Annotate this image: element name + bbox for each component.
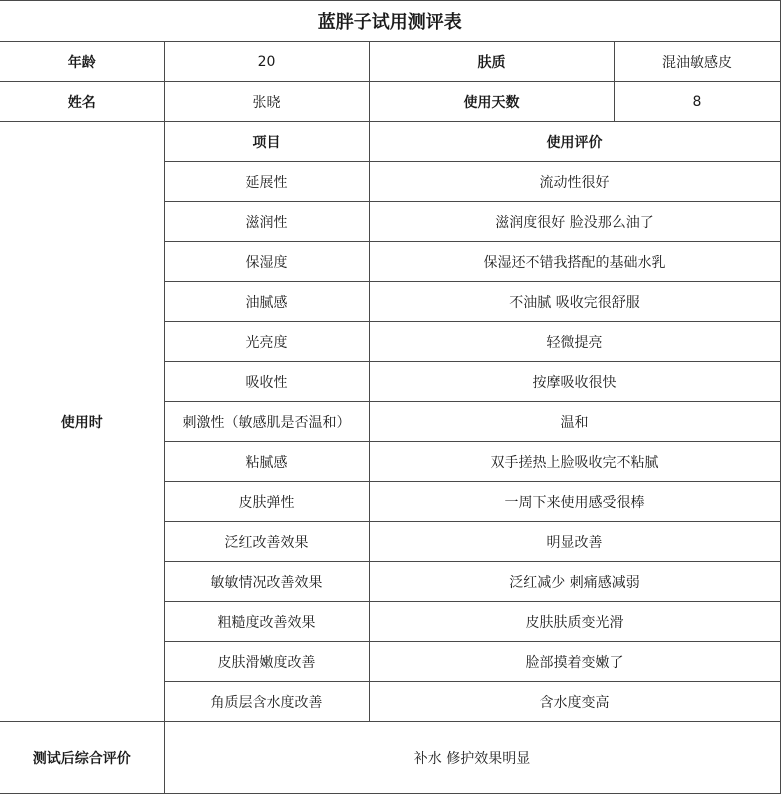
usage-evaluation-cell: 流动性很好 bbox=[369, 162, 780, 202]
usage-evaluation-cell: 皮肤肤质变光滑 bbox=[369, 602, 780, 642]
usage-days-value: 8 bbox=[614, 82, 780, 122]
usage-item-cell: 泛红改善效果 bbox=[164, 522, 369, 562]
usage-section-label: 使用时 bbox=[0, 122, 164, 722]
usage-item-cell: 皮肤滑嫩度改善 bbox=[164, 642, 369, 682]
table-title: 蓝胖子试用测评表 bbox=[0, 1, 780, 42]
usage-item-cell: 油腻感 bbox=[164, 282, 369, 322]
usage-item-cell: 粘腻感 bbox=[164, 442, 369, 482]
info-row-age-skin bbox=[0, 42, 780, 82]
usage-evaluation-cell: 明显改善 bbox=[369, 522, 780, 562]
usage-evaluation-cell: 一周下来使用感受很棒 bbox=[369, 482, 780, 522]
usage-evaluation-cell: 轻微提亮 bbox=[369, 322, 780, 362]
usage-evaluation-cell: 含水度变高 bbox=[369, 682, 780, 722]
usage-evaluation-cell: 不油腻 吸收完很舒服 bbox=[369, 282, 780, 322]
name-label: 姓名 bbox=[0, 82, 164, 122]
age-label: 年龄 bbox=[0, 42, 164, 82]
info-row-name-days bbox=[0, 82, 780, 122]
usage-evaluation-cell: 脸部摸着变嫩了 bbox=[369, 642, 780, 682]
column-header-evaluation: 使用评价 bbox=[369, 122, 780, 162]
usage-evaluation-cell: 温和 bbox=[369, 402, 780, 442]
age-value: 20 bbox=[164, 42, 369, 82]
usage-item-cell: 刺激性（敏感肌是否温和） bbox=[164, 402, 369, 442]
skin-type-label: 肤质 bbox=[369, 42, 614, 82]
usage-item-cell: 敏敏情况改善效果 bbox=[164, 562, 369, 602]
usage-evaluation-cell: 泛红减少 刺痛感减弱 bbox=[369, 562, 780, 602]
usage-evaluation-cell: 按摩吸收很快 bbox=[369, 362, 780, 402]
usage-evaluation-cell: 滋润度很好 脸没那么油了 bbox=[369, 202, 780, 242]
usage-item-cell: 保湿度 bbox=[164, 242, 369, 282]
usage-evaluation-cell: 保湿还不错我搭配的基础水乳 bbox=[369, 242, 780, 282]
usage-item-cell: 吸收性 bbox=[164, 362, 369, 402]
usage-item-cell: 光亮度 bbox=[164, 322, 369, 362]
name-value: 张晓 bbox=[164, 82, 369, 122]
usage-header-row bbox=[0, 122, 780, 162]
usage-item-cell: 皮肤弹性 bbox=[164, 482, 369, 522]
skin-type-value: 混油敏感皮 bbox=[614, 42, 780, 82]
usage-days-label: 使用天数 bbox=[369, 82, 614, 122]
summary-value: 补水 修护效果明显 bbox=[164, 722, 780, 794]
usage-item-cell: 滋润性 bbox=[164, 202, 369, 242]
usage-item-cell: 粗糙度改善效果 bbox=[164, 602, 369, 642]
usage-item-cell: 角质层含水度改善 bbox=[164, 682, 369, 722]
usage-item-cell: 延展性 bbox=[164, 162, 369, 202]
usage-evaluation-cell: 双手搓热上脸吸收完不粘腻 bbox=[369, 442, 780, 482]
summary-label: 测试后综合评价 bbox=[0, 722, 164, 794]
summary-row bbox=[0, 722, 780, 794]
column-header-item: 项目 bbox=[164, 122, 369, 162]
